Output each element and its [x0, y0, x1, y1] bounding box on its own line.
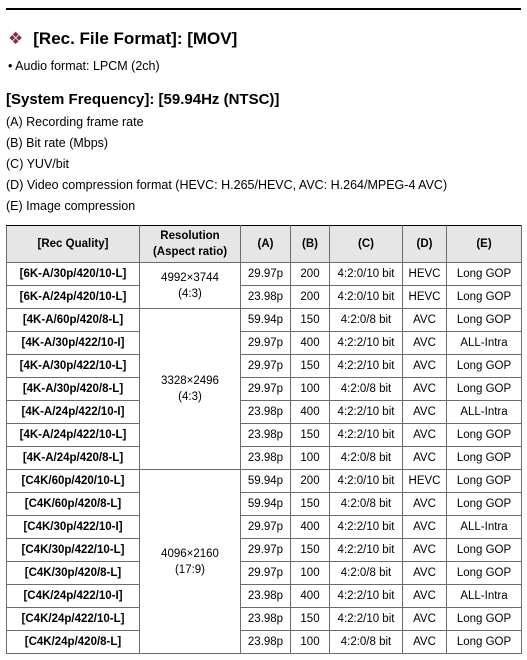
- cell-compression-format: AVC: [403, 539, 447, 562]
- cell-yuv-bit: 4:2:2/10 bit: [330, 401, 403, 424]
- cell-bit-rate: 200: [291, 286, 330, 309]
- cell-image-compression: ALL-Intra: [447, 401, 522, 424]
- cell-resolution: [140, 309, 241, 470]
- header-a: (A): [241, 226, 291, 263]
- cell-frame-rate: 29.97p: [241, 539, 291, 562]
- table-row: [7, 332, 522, 355]
- table-row: [7, 355, 522, 378]
- cell-frame-rate: 29.97p: [241, 562, 291, 585]
- cell-frame-rate: 29.97p: [241, 378, 291, 401]
- cell-compression-format: AVC: [403, 424, 447, 447]
- cell-frame-rate: 23.98p: [241, 424, 291, 447]
- header-d: (D): [403, 226, 447, 263]
- cell-yuv-bit: 4:2:0/10 bit: [330, 286, 403, 309]
- cell-bit-rate: 150: [291, 309, 330, 332]
- cell-frame-rate: 59.94p: [241, 470, 291, 493]
- cell-yuv-bit: 4:2:0/8 bit: [330, 493, 403, 516]
- cell-image-compression: Long GOP: [447, 608, 522, 631]
- resolution-aspect: (4:3): [178, 287, 202, 300]
- table-row: [7, 424, 522, 447]
- table-row: [7, 493, 522, 516]
- cell-bit-rate: 400: [291, 516, 330, 539]
- cell-bit-rate: 200: [291, 263, 330, 286]
- cell-bit-rate: 400: [291, 401, 330, 424]
- cell-bit-rate: 150: [291, 493, 330, 516]
- cell-rec-quality: [C4K/60p/420/8-L]: [7, 493, 140, 516]
- header-c: (C): [330, 226, 403, 263]
- cell-frame-rate: 23.98p: [241, 585, 291, 608]
- cell-image-compression: ALL-Intra: [447, 516, 522, 539]
- cell-compression-format: AVC: [403, 562, 447, 585]
- section-heading: [8, 29, 237, 49]
- resolution-size: 3328×2496: [161, 375, 219, 387]
- cell-image-compression: Long GOP: [447, 309, 522, 332]
- cell-image-compression: Long GOP: [447, 355, 522, 378]
- table-row: [7, 286, 522, 309]
- header-e: (E): [447, 226, 522, 263]
- legend-item-b: (B) Bit rate (Mbps): [6, 136, 109, 150]
- cell-rec-quality: [4K-A/30p/420/8-L]: [7, 378, 140, 401]
- cell-rec-quality: [6K-A/30p/420/10-L]: [7, 263, 140, 286]
- cell-rec-quality: [C4K/30p/420/8-L]: [7, 562, 140, 585]
- cell-rec-quality: [C4K/30p/422/10-I]: [7, 516, 140, 539]
- cell-image-compression: Long GOP: [447, 539, 522, 562]
- cell-rec-quality: [6K-A/24p/420/10-L]: [7, 286, 140, 309]
- cell-yuv-bit: 4:2:0/10 bit: [330, 470, 403, 493]
- cell-frame-rate: 59.94p: [241, 493, 291, 516]
- cell-resolution: [140, 263, 241, 309]
- table-row: [7, 470, 522, 493]
- cell-bit-rate: 100: [291, 631, 330, 654]
- top-divider: [6, 8, 521, 10]
- cell-frame-rate: 23.98p: [241, 286, 291, 309]
- header-resolution-line1: Resolution: [160, 230, 220, 242]
- cell-compression-format: HEVC: [403, 286, 447, 309]
- cell-yuv-bit: 4:2:2/10 bit: [330, 585, 403, 608]
- table-body: [7, 263, 522, 654]
- table-row: [7, 562, 522, 585]
- cell-yuv-bit: 4:2:2/10 bit: [330, 332, 403, 355]
- cell-frame-rate: 23.98p: [241, 447, 291, 470]
- cell-yuv-bit: 4:2:2/10 bit: [330, 355, 403, 378]
- cell-rec-quality: [C4K/30p/422/10-L]: [7, 539, 140, 562]
- cell-bit-rate: 150: [291, 355, 330, 378]
- cell-image-compression: Long GOP: [447, 286, 522, 309]
- diamond-bullet-icon: ❖: [8, 29, 24, 48]
- table-row: [7, 516, 522, 539]
- cell-rec-quality: [4K-A/60p/420/8-L]: [7, 309, 140, 332]
- cell-image-compression: ALL-Intra: [447, 585, 522, 608]
- table-row: [7, 539, 522, 562]
- cell-yuv-bit: 4:2:0/8 bit: [330, 631, 403, 654]
- resolution-size: 4096×2160: [161, 547, 219, 560]
- table-header-row: [7, 226, 522, 263]
- cell-bit-rate: 150: [291, 539, 330, 562]
- legend-item-d: (D) Video compression format (HEVC: H.265/HEVC, AVC: H.264/MPEG-4 AVC): [6, 178, 448, 192]
- cell-compression-format: AVC: [403, 378, 447, 401]
- cell-rec-quality: [4K-A/24p/420/8-L]: [7, 447, 140, 470]
- cell-frame-rate: 23.98p: [241, 631, 291, 654]
- header-resolution: [140, 226, 241, 263]
- table-row: [7, 608, 522, 631]
- legend-item-e: (E) Image compression: [6, 199, 136, 213]
- table-row: [7, 401, 522, 424]
- header-b: (B): [291, 226, 330, 263]
- cell-rec-quality: [C4K/24p/422/10-I]: [7, 585, 140, 608]
- cell-rec-quality: [4K-A/24p/422/10-L]: [7, 424, 140, 447]
- rec-quality-table: [6, 225, 522, 654]
- cell-frame-rate: 23.98p: [241, 608, 291, 631]
- cell-compression-format: AVC: [403, 608, 447, 631]
- cell-bit-rate: 400: [291, 585, 330, 608]
- cell-image-compression: Long GOP: [447, 447, 522, 470]
- cell-compression-format: AVC: [403, 355, 447, 378]
- cell-image-compression: Long GOP: [447, 263, 522, 286]
- cell-compression-format: AVC: [403, 631, 447, 654]
- cell-yuv-bit: 4:2:0/8 bit: [330, 562, 403, 585]
- cell-yuv-bit: 4:2:2/10 bit: [330, 539, 403, 562]
- cell-bit-rate: 100: [291, 562, 330, 585]
- header-rec-quality: [Rec Quality]: [7, 226, 140, 263]
- cell-yuv-bit: 4:2:0/8 bit: [330, 378, 403, 401]
- audio-format-note: • Audio format: LPCM (2ch): [8, 59, 160, 73]
- cell-compression-format: HEVC: [403, 470, 447, 493]
- cell-rec-quality: [4K-A/24p/422/10-I]: [7, 401, 140, 424]
- resolution-size: 4992×3744: [161, 271, 219, 284]
- section-heading-text: [Rec. File Format]: [MOV]: [33, 29, 238, 48]
- cell-rec-quality: [C4K/24p/420/8-L]: [7, 631, 140, 654]
- cell-rec-quality: [4K-A/30p/422/10-I]: [7, 332, 140, 355]
- cell-yuv-bit: 4:2:0/8 bit: [330, 447, 403, 470]
- cell-image-compression: ALL-Intra: [447, 332, 522, 355]
- cell-yuv-bit: 4:2:2/10 bit: [330, 424, 403, 447]
- cell-rec-quality: [4K-A/30p/422/10-L]: [7, 355, 140, 378]
- header-resolution-line2: (Aspect ratio): [152, 246, 228, 258]
- cell-compression-format: HEVC: [403, 263, 447, 286]
- cell-compression-format: AVC: [403, 585, 447, 608]
- cell-bit-rate: 150: [291, 424, 330, 447]
- cell-frame-rate: 29.97p: [241, 332, 291, 355]
- table-row: [7, 631, 522, 654]
- cell-compression-format: AVC: [403, 332, 447, 355]
- table-row: [7, 585, 522, 608]
- legend-item-a: (A) Recording frame rate: [6, 115, 144, 129]
- cell-yuv-bit: 4:2:0/8 bit: [330, 309, 403, 332]
- resolution-aspect: (17:9): [174, 563, 206, 576]
- legend-item-c: (C) YUV/bit: [6, 157, 69, 171]
- cell-resolution: [140, 470, 241, 654]
- cell-image-compression: Long GOP: [447, 493, 522, 516]
- cell-bit-rate: 100: [291, 378, 330, 401]
- cell-yuv-bit: 4:2:2/10 bit: [330, 516, 403, 539]
- cell-compression-format: AVC: [403, 447, 447, 470]
- cell-bit-rate: 100: [291, 447, 330, 470]
- cell-frame-rate: 29.97p: [241, 516, 291, 539]
- cell-frame-rate: 59.94p: [241, 309, 291, 332]
- table-row: [7, 309, 522, 332]
- cell-compression-format: AVC: [403, 309, 447, 332]
- resolution-aspect: (4:3): [178, 391, 202, 403]
- table-row: [7, 378, 522, 401]
- cell-frame-rate: 23.98p: [241, 401, 291, 424]
- column-legend: [6, 112, 447, 217]
- cell-compression-format: AVC: [403, 493, 447, 516]
- table-row: [7, 263, 522, 286]
- cell-frame-rate: 29.97p: [241, 263, 291, 286]
- cell-bit-rate: 200: [291, 470, 330, 493]
- cell-image-compression: Long GOP: [447, 470, 522, 493]
- cell-rec-quality: [C4K/60p/420/10-L]: [7, 470, 140, 493]
- system-frequency-heading: [System Frequency]: [59.94Hz (NTSC)]: [6, 91, 280, 108]
- cell-image-compression: Long GOP: [447, 562, 522, 585]
- cell-bit-rate: 150: [291, 608, 330, 631]
- cell-image-compression: Long GOP: [447, 378, 522, 401]
- cell-compression-format: AVC: [403, 401, 447, 424]
- cell-image-compression: Long GOP: [447, 631, 522, 654]
- cell-rec-quality: [C4K/24p/422/10-L]: [7, 608, 140, 631]
- cell-compression-format: AVC: [403, 516, 447, 539]
- cell-yuv-bit: 4:2:2/10 bit: [330, 608, 403, 631]
- cell-yuv-bit: 4:2:0/10 bit: [330, 263, 403, 286]
- cell-image-compression: Long GOP: [447, 424, 522, 447]
- cell-bit-rate: 400: [291, 332, 330, 355]
- table-row: [7, 447, 522, 470]
- cell-frame-rate: 29.97p: [241, 355, 291, 378]
